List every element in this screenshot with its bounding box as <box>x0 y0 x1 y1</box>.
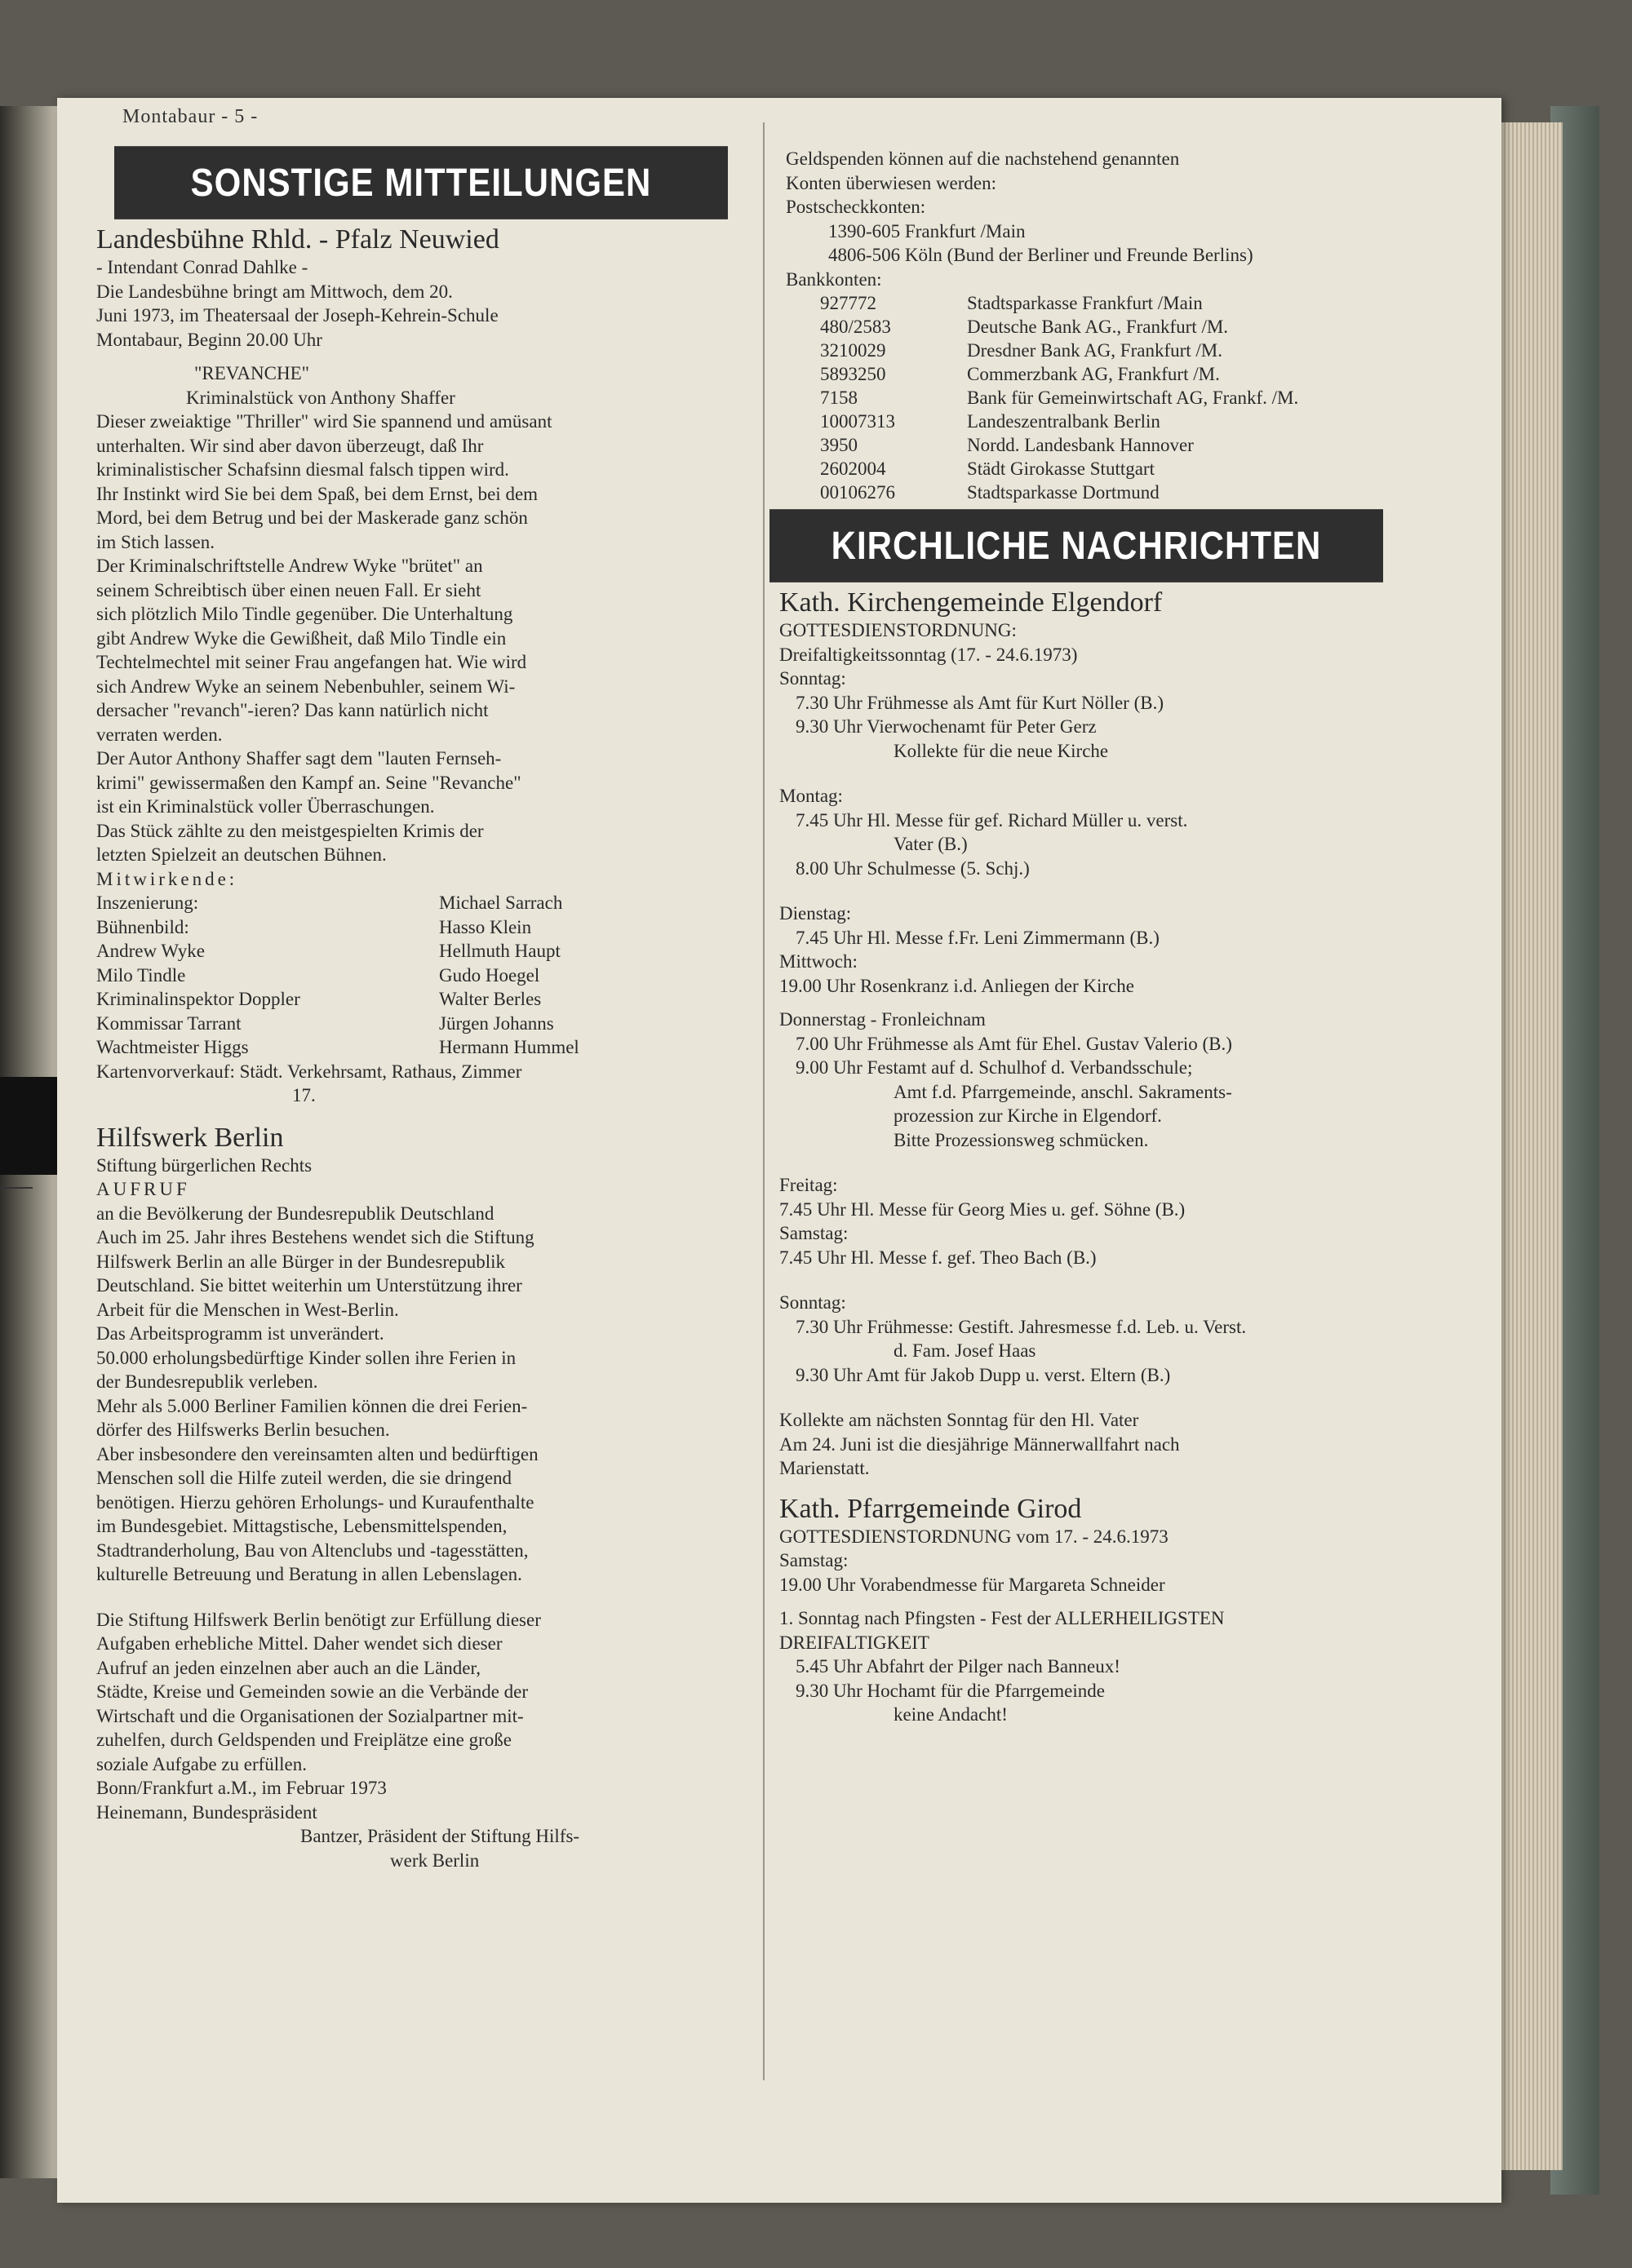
bank-name: Städt Girokasse Stuttgart <box>967 458 1155 479</box>
play-subtitle: Kriminalstück von Anthony Shaffer <box>186 387 455 408</box>
page-header: Montabaur - 5 - <box>122 106 259 127</box>
body-line: Das Arbeitsprogramm ist unverändert. <box>96 1323 384 1344</box>
body-line: Arbeit für die Menschen in West-Berlin. <box>96 1299 399 1320</box>
closing-note: Am 24. Juni ist die diesjährige Männerwallfahrt nach <box>779 1433 1180 1455</box>
body-line: letzten Spielzeit an deutschen Bühnen. <box>96 844 387 865</box>
body-line: Heinemann, Bundespräsident <box>96 1801 317 1823</box>
donation-intro <box>755 147 1399 219</box>
right-column <box>755 147 1399 1727</box>
body-line: sich Andrew Wyke an seinem Nebenbuhler, seinem Wi- <box>96 676 516 697</box>
article-intro-line: Montabaur, Beginn 20.00 Uhr <box>96 329 322 350</box>
bank-name: Deutsche Bank AG., Frankfurt /M. <box>967 317 1229 337</box>
body-line: Die Stiftung Hilfswerk Berlin benötigt zur Erfüllung dieser <box>96 1609 541 1630</box>
service-item: 9.30 Uhr Vierwochenamt für Peter Gerz <box>796 716 1097 737</box>
body-line: dörfer des Hilfswerks Berlin besuchen. <box>96 1420 390 1440</box>
body-line: Aufruf an jeden einzelnen aber auch an die Länder, <box>96 1657 481 1678</box>
bank-name: Stadtsparkasse Dortmund <box>967 482 1160 503</box>
girod-schedule <box>755 1525 1399 1727</box>
service-item: 8.00 Uhr Schulmesse (5. Schj.) <box>796 857 1030 879</box>
bank-heading: Bankkonten: <box>786 268 882 290</box>
bank-name: Landeszentralbank Berlin <box>967 411 1160 432</box>
body-line: benötigen. Hierzu gehören Erholungs- und Kuraufenthalte <box>96 1491 534 1513</box>
credit-role: Kriminalinspektor Doppler <box>96 989 300 1009</box>
body-line: der Bundesrepublik verleben. <box>96 1371 318 1392</box>
service-item: 9.30 Uhr Hochamt für die Pfarrgemeinde <box>796 1680 1105 1701</box>
service-item: 7.45 Uhr Hl. Messe für Georg Mies u. gef. Söhne (B.) <box>779 1198 1186 1220</box>
service-note: d. Fam. Josef Haas <box>894 1340 1036 1361</box>
bank-name: Nordd. Landesbank Hannover <box>967 435 1194 455</box>
body-line: Auch im 25. Jahr ihres Bestehens wendet sich die Stiftung <box>96 1227 534 1247</box>
body-line: Mehr als 5.000 Berliner Familien können die drei Ferien- <box>96 1395 528 1416</box>
closing-note: Kollekte am nächsten Sonntag für den Hl. Vater <box>779 1410 1139 1430</box>
service-item: 7.00 Uhr Frühmesse als Amt für Ehel. Gustav Valerio (B.) <box>796 1033 1232 1054</box>
signature-line: werk Berlin <box>390 1849 480 1871</box>
credit-name: Hermann Hummel <box>439 1037 579 1057</box>
service-item: 7.45 Uhr Hl. Messe f. gef. Theo Bach (B.) <box>779 1247 1097 1268</box>
postal-account: 4806-506 Köln (Bund der Berliner und Freunde Berlins) <box>828 245 1253 265</box>
service-item: 9.00 Uhr Festamt auf d. Schulhof d. Verbandsschule; <box>796 1057 1193 1078</box>
order-label: GOTTESDIENSTORDNUNG vom 17. - 24.6.1973 <box>779 1526 1169 1547</box>
body-line: Techtelmechtel mit seiner Frau angefangen hat. Wie wird <box>96 652 527 672</box>
day-label: Montag: <box>779 786 843 806</box>
credit-name: Hasso Klein <box>439 916 532 937</box>
body-line: seinem Schreibtisch über einen neuen Fall. Er sieht <box>96 579 481 600</box>
body-line: an die Bevölkerung der Bundesrepublik Deutschland <box>96 1203 494 1224</box>
section-banner-sonstige: SONSTIGE MITTEILUNGEN <box>114 146 728 219</box>
bank-accounts <box>755 291 1399 504</box>
credit-role: Inszenierung: <box>96 893 199 913</box>
body-line: Bonn/Frankfurt a.M., im Februar 1973 <box>96 1778 387 1798</box>
bank-number: 00106276 <box>820 482 895 503</box>
body-line: Das Stück zählte zu den meistgespielten Krimis der <box>96 820 484 841</box>
service-item: 5.45 Uhr Abfahrt der Pilger nach Banneux! <box>796 1656 1120 1677</box>
service-note: keine Andacht! <box>894 1704 1008 1725</box>
body-line: Dieser zweiaktige "Thriller" wird Sie spannend und amüsant <box>96 411 552 432</box>
donation-line: Geldspenden können auf die nachstehend genannten <box>786 148 1180 169</box>
body-line: Der Kriminalschriftstelle Andrew Wyke "brütet" an <box>96 556 483 576</box>
bank-name: Bank für Gemeinwirtschaft AG, Frankf. /M. <box>967 388 1299 408</box>
section-banner-kirchlich: KIRCHLICHE NACHRICHTEN <box>769 509 1383 583</box>
day-label: Samstag: <box>779 1550 849 1570</box>
body-line: verraten werden. <box>96 724 223 745</box>
body-line: Wirtschaft und die Organisationen der Sozialpartner mit- <box>96 1705 524 1726</box>
credit-role: Wachtmeister Higgs <box>96 1037 249 1057</box>
play-title: "REVANCHE" <box>194 363 310 383</box>
day-label: Sonntag: <box>779 1292 846 1313</box>
body-line: kulturelle Betreuung und Beratung in allen Lebenslagen. <box>96 1564 522 1584</box>
credit-role: Bühnenbild: <box>96 916 189 937</box>
body-line: Aber insbesondere den vereinsamten alten und bedürftigen <box>96 1443 539 1464</box>
day-label: Sonntag: <box>779 668 846 689</box>
credit-name: Walter Berles <box>439 989 542 1009</box>
body-line: zuhelfen, durch Geldspenden und Freiplätze eine große <box>96 1730 512 1750</box>
service-note: Bitte Prozessionsweg schmücken. <box>894 1129 1149 1150</box>
order-label: GOTTESDIENSTORDNUNG: <box>779 620 1017 640</box>
service-item: 19.00 Uhr Rosenkranz i.d. Anliegen der Kirche <box>779 975 1134 996</box>
bank-number: 10007313 <box>820 411 895 432</box>
body-line: Deutschland. Sie bittet weiterhin um Unterstützung ihrer <box>96 1275 522 1296</box>
bank-number: 927772 <box>820 293 876 313</box>
day-label: Freitag: <box>779 1175 838 1195</box>
credit-name: Hellmuth Haupt <box>439 941 561 961</box>
service-item: 9.30 Uhr Amt für Jakob Dupp u. verst. Eltern (B.) <box>796 1364 1171 1385</box>
article-body <box>96 1202 725 1587</box>
date-range: Dreifaltigkeitssonntag (17. - 24.6.1973) <box>779 644 1078 665</box>
service-item: 7.45 Uhr Hl. Messe f.Fr. Leni Zimmermann (B.) <box>796 927 1160 948</box>
postal-account: 1390-605 Frankfurt /Main <box>828 220 1026 241</box>
credits-list <box>96 891 725 1060</box>
bank-number: 2602004 <box>820 458 886 479</box>
day-label: Samstag: <box>779 1223 849 1243</box>
presale-info: Kartenvorverkauf: Städt. Verkehrsamt, Rathaus, Zimmer <box>96 1061 522 1082</box>
postal-accounts <box>755 219 1399 268</box>
bank-name: Stadtsparkasse Frankfurt /Main <box>967 293 1203 313</box>
donation-line: Postscheckkonten: <box>786 197 926 217</box>
day-label: Donnerstag - Fronleichnam <box>779 1009 986 1030</box>
credit-role: Andrew Wyke <box>96 941 205 961</box>
body-line: im Bundesgebiet. Mittagstische, Lebensmittelspenden, <box>96 1516 508 1536</box>
day-label: Dienstag: <box>779 903 852 924</box>
margin-tick <box>0 1187 33 1189</box>
article-intro-line: - Intendant Conrad Dahlke - <box>96 257 308 277</box>
body-line: Aufgaben erhebliche Mittel. Daher wendet sich dieser <box>96 1633 503 1654</box>
service-note: Vater (B.) <box>894 834 968 854</box>
credit-name: Michael Sarrach <box>439 893 563 913</box>
bank-number: 7158 <box>820 388 858 408</box>
bank-name: Commerzbank AG, Frankfurt /M. <box>967 364 1220 384</box>
bank-name: Dresdner Bank AG, Frankfurt /M. <box>967 340 1223 361</box>
article-intro-line: Die Landesbühne bringt am Mittwoch, dem 20. <box>96 281 453 302</box>
article-title-landesbuehne: Landesbühne Rhld. - Pfalz Neuwied <box>96 224 499 255</box>
feast-label: DREIFALTIGKEIT <box>779 1632 929 1653</box>
aufruf-label: AUFRUF <box>96 1179 190 1199</box>
article-subtitle: Stiftung bürgerlichen Rechts <box>96 1154 313 1176</box>
service-note: prozession zur Kirche in Elgendorf. <box>894 1105 1162 1126</box>
body-line: im Stich lassen. <box>96 531 215 552</box>
body-line: Hilfswerk Berlin an alle Bürger in der Bundesrepublik <box>96 1251 505 1272</box>
bank-number: 3950 <box>820 435 858 455</box>
left-edge-dark-strip <box>0 1077 57 1175</box>
body-line: Städte, Kreise und Gemeinden sowie an die Verbände der <box>96 1681 529 1702</box>
service-note: Kollekte für die neue Kirche <box>894 740 1109 761</box>
article-body <box>96 1608 725 1825</box>
service-item: 7.30 Uhr Frühmesse: Gestift. Jahresmesse f.d. Leb. u. Verst. <box>796 1316 1247 1337</box>
credit-name: Jürgen Johanns <box>439 1012 554 1034</box>
service-item: 7.30 Uhr Frühmesse als Amt für Kurt Nöller (B.) <box>796 692 1164 713</box>
signature-line: Bantzer, Präsident der Stiftung Hilfs- <box>300 1826 580 1846</box>
body-line: sich plötzlich Milo Tindle gegenüber. Die Unterhaltung <box>96 604 513 624</box>
body-line: gibt Andrew Wyke die Gewißheit, daß Milo Tindle ein <box>96 627 507 649</box>
article-intro-line: Juni 1973, im Theatersaal der Joseph-Kehrein-Schule <box>96 305 499 326</box>
donation-line: Konten überwiesen werden: <box>786 172 997 193</box>
presale-room: 17. <box>292 1085 316 1105</box>
parish-title-girod: Kath. Pfarrgemeinde Girod <box>779 1493 1082 1524</box>
body-line: soziale Aufgabe zu erfüllen. <box>96 1753 307 1774</box>
credit-name: Gudo Hoegel <box>439 964 540 986</box>
bank-number: 480/2583 <box>820 317 891 337</box>
service-item: 7.45 Uhr Hl. Messe für gef. Richard Müller u. verst. <box>796 809 1188 831</box>
credit-role: Milo Tindle <box>96 964 186 986</box>
left-column <box>96 151 725 1872</box>
body-line: dersacher "revanch"-ieren? Das kann natürlich nicht <box>96 700 489 720</box>
body-line: 50.000 erholungsbedürftige Kinder sollen ihre Ferien in <box>96 1347 517 1368</box>
service-item: 19.00 Uhr Vorabendmesse für Margareta Schneider <box>779 1574 1165 1595</box>
body-line: Ihr Instinkt wird Sie bei dem Spaß, bei dem Ernst, bei dem <box>96 483 539 504</box>
bank-number: 5893250 <box>820 364 886 384</box>
body-line: Menschen soll die Hilfe zuteil werden, die sie dringend <box>96 1468 512 1488</box>
feast-label: 1. Sonntag nach Pfingsten - Fest der ALLERHEILIGSTEN <box>779 1608 1225 1628</box>
credits-heading: Mitwirkende: <box>96 868 238 889</box>
parish-title-elgendorf: Kath. Kirchengemeinde Elgendorf <box>779 587 1163 618</box>
bank-number: 3210029 <box>820 340 886 361</box>
body-line: Der Autor Anthony Shaffer sagt dem "lauten Fernseh- <box>96 748 502 769</box>
day-label: Mittwoch: <box>779 951 858 972</box>
body-line: Mord, bei dem Betrug und bei der Maskerade ganz schön <box>96 507 528 528</box>
body-line: krimi" gewissermaßen den Kampf an. Seine "Revanche" <box>96 772 521 793</box>
body-line: kriminalistischer Schafsinn diesmal falsch tippen wird. <box>96 459 509 480</box>
article-title-hilfswerk: Hilfswerk Berlin <box>96 1122 284 1153</box>
body-line: unterhalten. Wir sind aber davon überzeugt, daß Ihr <box>96 435 484 456</box>
service-note: Amt f.d. Pfarrgemeinde, anschl. Sakraments- <box>894 1081 1232 1102</box>
body-line: Stadtranderholung, Bau von Altenclubs und -tagesstätten, <box>96 1539 529 1561</box>
body-line: ist ein Kriminalstück voller Überraschungen. <box>96 796 435 817</box>
closing-note: Marienstatt. <box>779 1458 870 1478</box>
article-body <box>96 410 725 867</box>
elgendorf-schedule <box>755 618 1399 1481</box>
credit-role: Kommissar Tarrant <box>96 1012 242 1034</box>
